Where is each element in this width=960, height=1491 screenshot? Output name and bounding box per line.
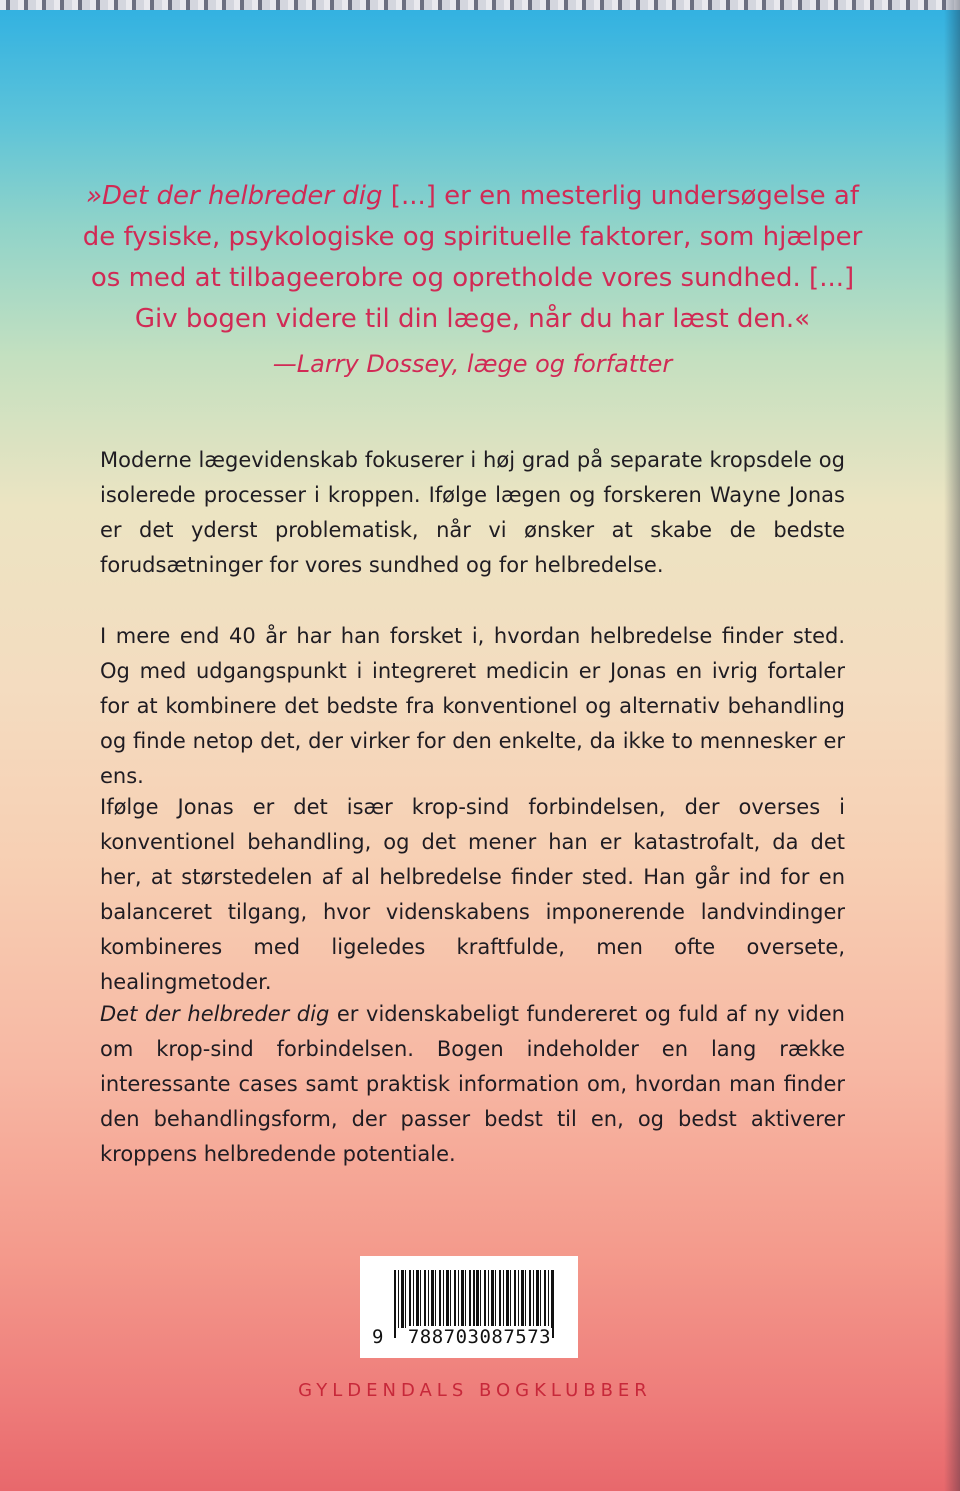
quote-book-title: »Det der helbreder dig [85, 181, 383, 211]
paragraph-book-title: Det der helbreder dig [100, 1002, 330, 1026]
right-edge-shadow [944, 0, 960, 1491]
barcode-group-2: 087573 [479, 1326, 552, 1348]
barcode-digits [372, 1326, 572, 1348]
quote-text: [...] er en mesterlig undersøgelse af de fysiske, psykologiske og spirituelle faktorer, som hjælper os med at tilbageerobre og opretholde vores sundhed. [...] Giv bogen videre til din læge, når du har læst den.« [82, 181, 863, 334]
quote-attribution: —Larry Dossey, læge og forfatter [272, 350, 673, 378]
review-quote [70, 176, 875, 340]
description-paragraph-2: I mere end 40 år har han forsket i, hvordan helbredelse finder sted. Og med udgangspunkt i integreret medicin er Jonas en ivrig fortaler for at kombinere det bedste fra konventionel og alternativ behandling og finde netop det, der virker for den enkelte, da ikke to mennesker er ens. [100, 624, 845, 788]
barcode-group-1: 788703 [407, 1326, 480, 1348]
publisher-name: GYLDENDALS BOGKLUBBER [298, 1380, 652, 1401]
description-paragraph-1: Moderne lægevidenskab fokuserer i høj grad på separate kropsdele og isolerede processer i kroppen. Ifølge lægen og forskeren Wayne Jonas er det yderst problematisk, når vi ønsker at skabe de bedste forudsætninger for vores sundhed og for helbredelse. [100, 448, 845, 577]
description-paragraph-3: Ifølge Jonas er det især krop-sind forbindelsen, der overses i konventionel behandling, og det mener han er katastrofalt, da det her, at størstedelen af al helbredelse finder sted. Han går ind for en balanceret tilgang, hvor videnskabens imponerende landvindinger kombineres med ligeledes kraftfulde, men ofte oversete, healingmetoder. [100, 795, 845, 994]
paragraph-4-text: er videnskabeligt fundereret og fuld af ny viden om krop-sind forbindelsen. Bogen indeholder en lang række interessante cases samt praktisk information om, hvordan man finder den behandlingsform, der passer bedst til en, og bedst aktiverer kroppens helbredende potentiale. [100, 1002, 845, 1166]
top-edge-background [0, 0, 960, 10]
isbn-barcode [360, 1256, 578, 1358]
description-paragraph-4 [100, 997, 845, 1172]
barcode-first-digit: 9 [372, 1326, 384, 1348]
